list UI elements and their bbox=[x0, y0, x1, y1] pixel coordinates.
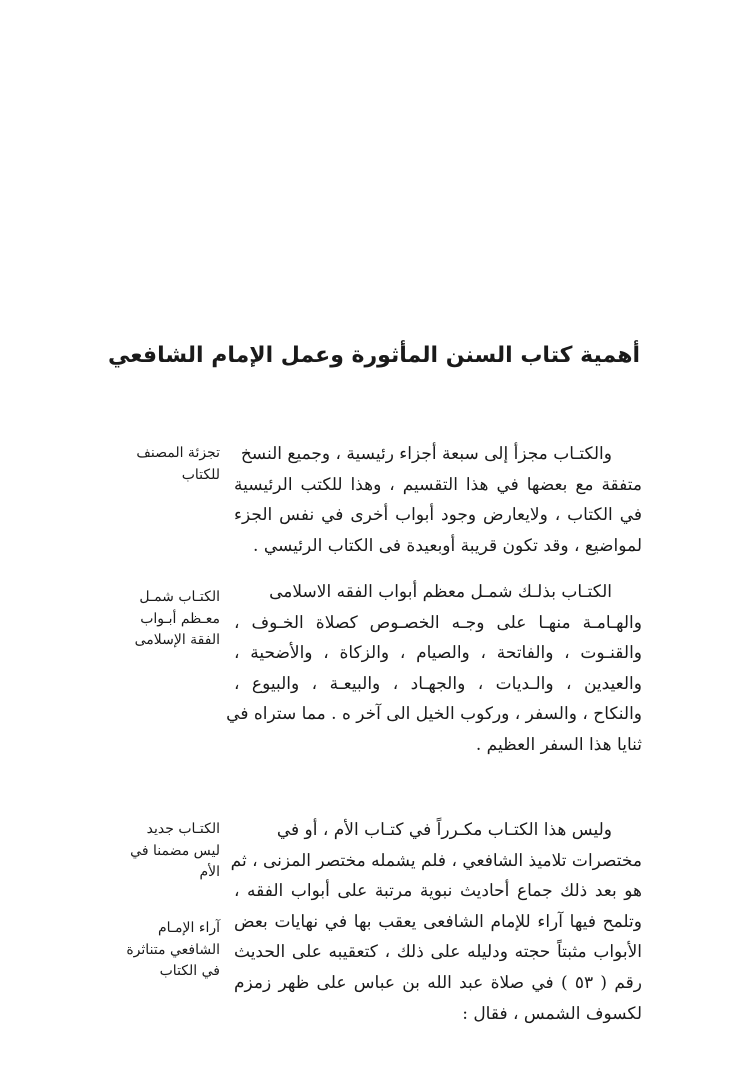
paragraph-book-division bbox=[234, 439, 642, 561]
marginal-note-division bbox=[96, 443, 220, 486]
marginal-note-line: الفقة الإسلامى bbox=[134, 632, 220, 648]
paragraph-line: ثنايا هذا السفر العظيم . bbox=[475, 734, 642, 755]
paragraph-line: هو بعد ذلك جماع أحاديث نبوية مرتبة على أبواب الفقه ، bbox=[234, 881, 642, 902]
marginal-note-line: معـظم أبـواب bbox=[140, 610, 220, 627]
paragraph-line: لمواضيع ، وقد تكون قريبة أوبعيدة فى الكتاب الرئيسي . bbox=[253, 535, 642, 556]
marginal-note-line: آراء الإمـام bbox=[158, 920, 220, 936]
marginal-note-new-book bbox=[96, 819, 220, 884]
marginal-note-line: للكتاب bbox=[181, 466, 220, 483]
paragraph-line: والقنـوت ، والفاتحة ، والصيام ، والزكاة ، والأضحية ، bbox=[234, 643, 642, 664]
paragraph-line: مختصرات تلاميذ الشافعي ، فلم يشمله مختصر المزنى ، ثم bbox=[230, 850, 642, 871]
paragraph-line: والنكاح ، والسفر ، وركوب الخيل الى آخر ه . مما ستراه في bbox=[226, 704, 642, 725]
paragraph-line: والعيدين ، والـديات ، والجهـاد ، والبيعـة ، والبيوع ، bbox=[234, 673, 642, 694]
marginal-note-line: الشافعي متناثرة bbox=[126, 941, 220, 958]
paragraph-line: لكسوف الشمس ، فقال : bbox=[462, 1003, 642, 1024]
paragraph-line: متفقة مع بعضها في هذا التقسيم ، وهذا للكتب الرئيسية bbox=[234, 474, 642, 495]
paragraph-line: رقم ( ٥٣ ) في صلاة عبد الله بن عباس على ظهر زمزم bbox=[234, 972, 642, 993]
paragraph-line: وليس هذا الكتـاب مكـرراً في كتـاب الأم ، أو في bbox=[276, 820, 612, 840]
paragraph-line: وتلمح فيها آراء للإمام الشافعى يعقب بها في نهايات بعض bbox=[234, 911, 642, 932]
marginal-note-line: الكتـاب شمـل bbox=[139, 589, 220, 605]
marginal-note-opinions bbox=[96, 918, 220, 983]
marginal-note-line: ليس مضمنا في bbox=[130, 842, 220, 859]
marginal-note-fiqh bbox=[96, 587, 220, 652]
paragraph-line: والهـامـة منهـا على وجـه الخصـوص كصلاة الخـوف ، bbox=[234, 612, 642, 633]
page-title: أهمية كتاب السنن المأثورة وعمل الإمام الشافعي bbox=[108, 343, 640, 368]
paragraph-line: الكتـاب بذلـك شمـل معظم أبواب الفقه الاسلامى bbox=[269, 582, 612, 602]
marginal-note-line: الكتـاب جديد bbox=[146, 821, 220, 837]
paragraph-fiqh-chapters bbox=[226, 577, 642, 761]
paragraph-line: في الكتاب ، ولايعارض وجود أبواب أخرى في نفس الجزء bbox=[234, 505, 642, 526]
paragraph-line: الأبواب مثبتاً حجته ودليله على ذلك ، كتعقيبه على الحديث bbox=[234, 942, 642, 963]
marginal-note-line: في الكتاب bbox=[159, 963, 220, 979]
paragraph-new-book bbox=[230, 815, 642, 1029]
marginal-note-line: الأم bbox=[199, 864, 220, 880]
marginal-note-line: تجزئة المصنف bbox=[136, 445, 220, 461]
paragraph-line: والكتـاب مجزأ إلى سبعة أجزاء رئيسية ، وجميع النسخ bbox=[240, 444, 612, 464]
